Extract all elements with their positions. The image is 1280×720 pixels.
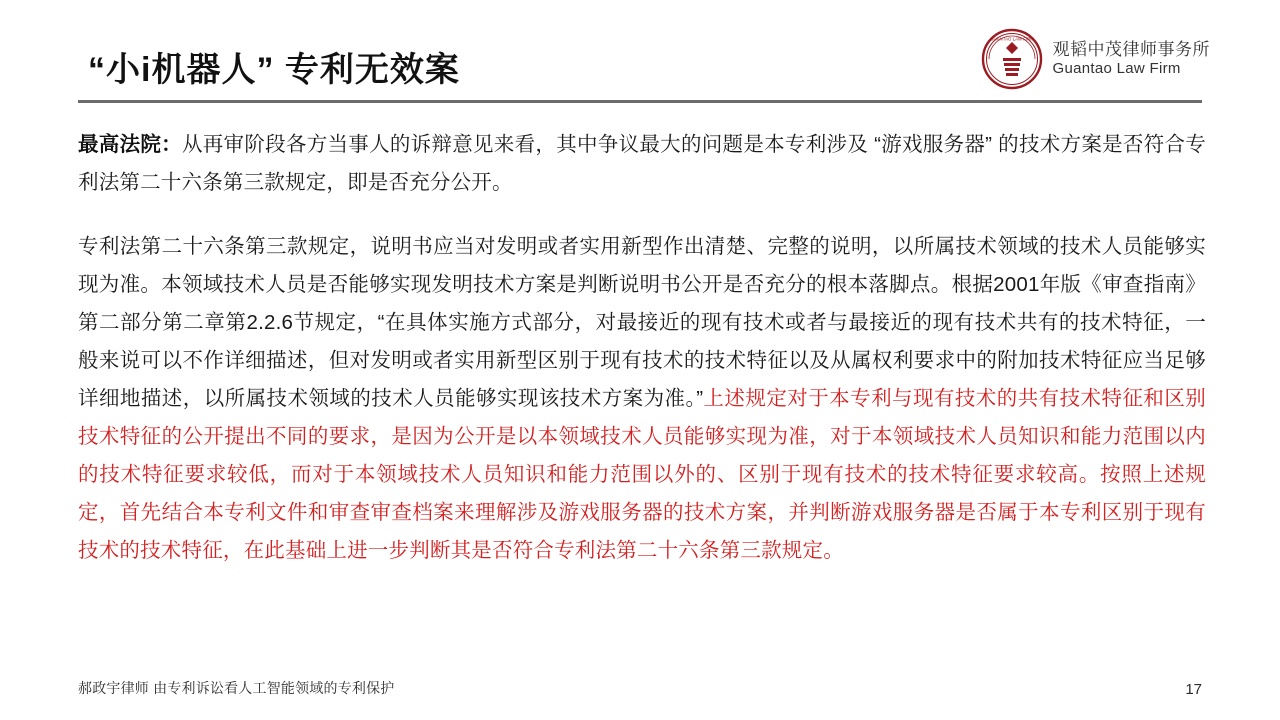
firm-name-cn: 观韬中茂律师事务所 (1052, 40, 1210, 59)
slide-footer (78, 678, 1202, 698)
paragraph-label: 最高法院： (78, 133, 182, 156)
firm-logo (981, 28, 1211, 90)
guantao-seal-icon (981, 28, 1043, 90)
svg-text:GUANTAO LAW FIRM: GUANTAO LAW FIRM (989, 36, 1034, 42)
page-title: “小i机器人” 专利无效案 (88, 51, 460, 89)
footer-note: 郝政宇律师 由专利诉讼看人工智能领域的专利保护 (78, 680, 395, 696)
paragraph-supreme-court (78, 126, 1206, 202)
firm-name (1053, 39, 1211, 79)
paragraph-1-text: 从再审阶段各方当事人的诉辩意见来看，其中争议最大的问题是本专利涉及 “游戏服务器” 的技术方案是否符合专利法第二十六条第三款规定，即是否充分公开。 (78, 133, 1206, 194)
header-divider (78, 100, 1202, 103)
paragraph-law-analysis (78, 228, 1206, 570)
slide-header (0, 0, 1280, 108)
paragraph-2-black-text: 专利法第二十六条第三款规定，说明书应当对发明或者实用新型作出清楚、完整的说明，以所属技术领域的技术人员能够实现为准。本领域技术人员是否能够实现发明技术方案是判断说明书公开是否充分的根本落脚点。根据2001年版《审查指南》第二部分第二章第2.2.6节规定，“在具体实施方式部分，对最接近的现有技术或者与最接近的现有技术共有的技术特征，一般来说可以不作详细描述，但对发明或者实用新型区别于现有技术的技术特征以及从属权利要求中的附加技术特征应当足够详细地描述，以所属技术领域的技术人员能够实现该技术方案为准。” (78, 235, 1206, 410)
paragraph-2-red-text: 上述规定对于本专利与现有技术的共有技术特征和区别技术特征的公开提出不同的要求，是因为公开是以本领域技术人员能够实现为准，对于本领域技术人员知识和能力范围以内的技术特征要求较低，而对于本领域技术人员知识和能力范围以外的、区别于现有技术的技术特征要求较高。按照上述规定，首先结合本专利文件和审查审查档案来理解涉及游戏服务器的技术方案，并判断游戏服务器是否属于本专利区别于现有技术的技术特征，在此基础上进一步判断其是否符合专利法第二十六条第三款规定。 (78, 387, 1206, 562)
slide-body (78, 126, 1206, 588)
page-number: 17 (1185, 681, 1202, 698)
firm-name-en: Guantao Law Firm (1052, 60, 1181, 78)
